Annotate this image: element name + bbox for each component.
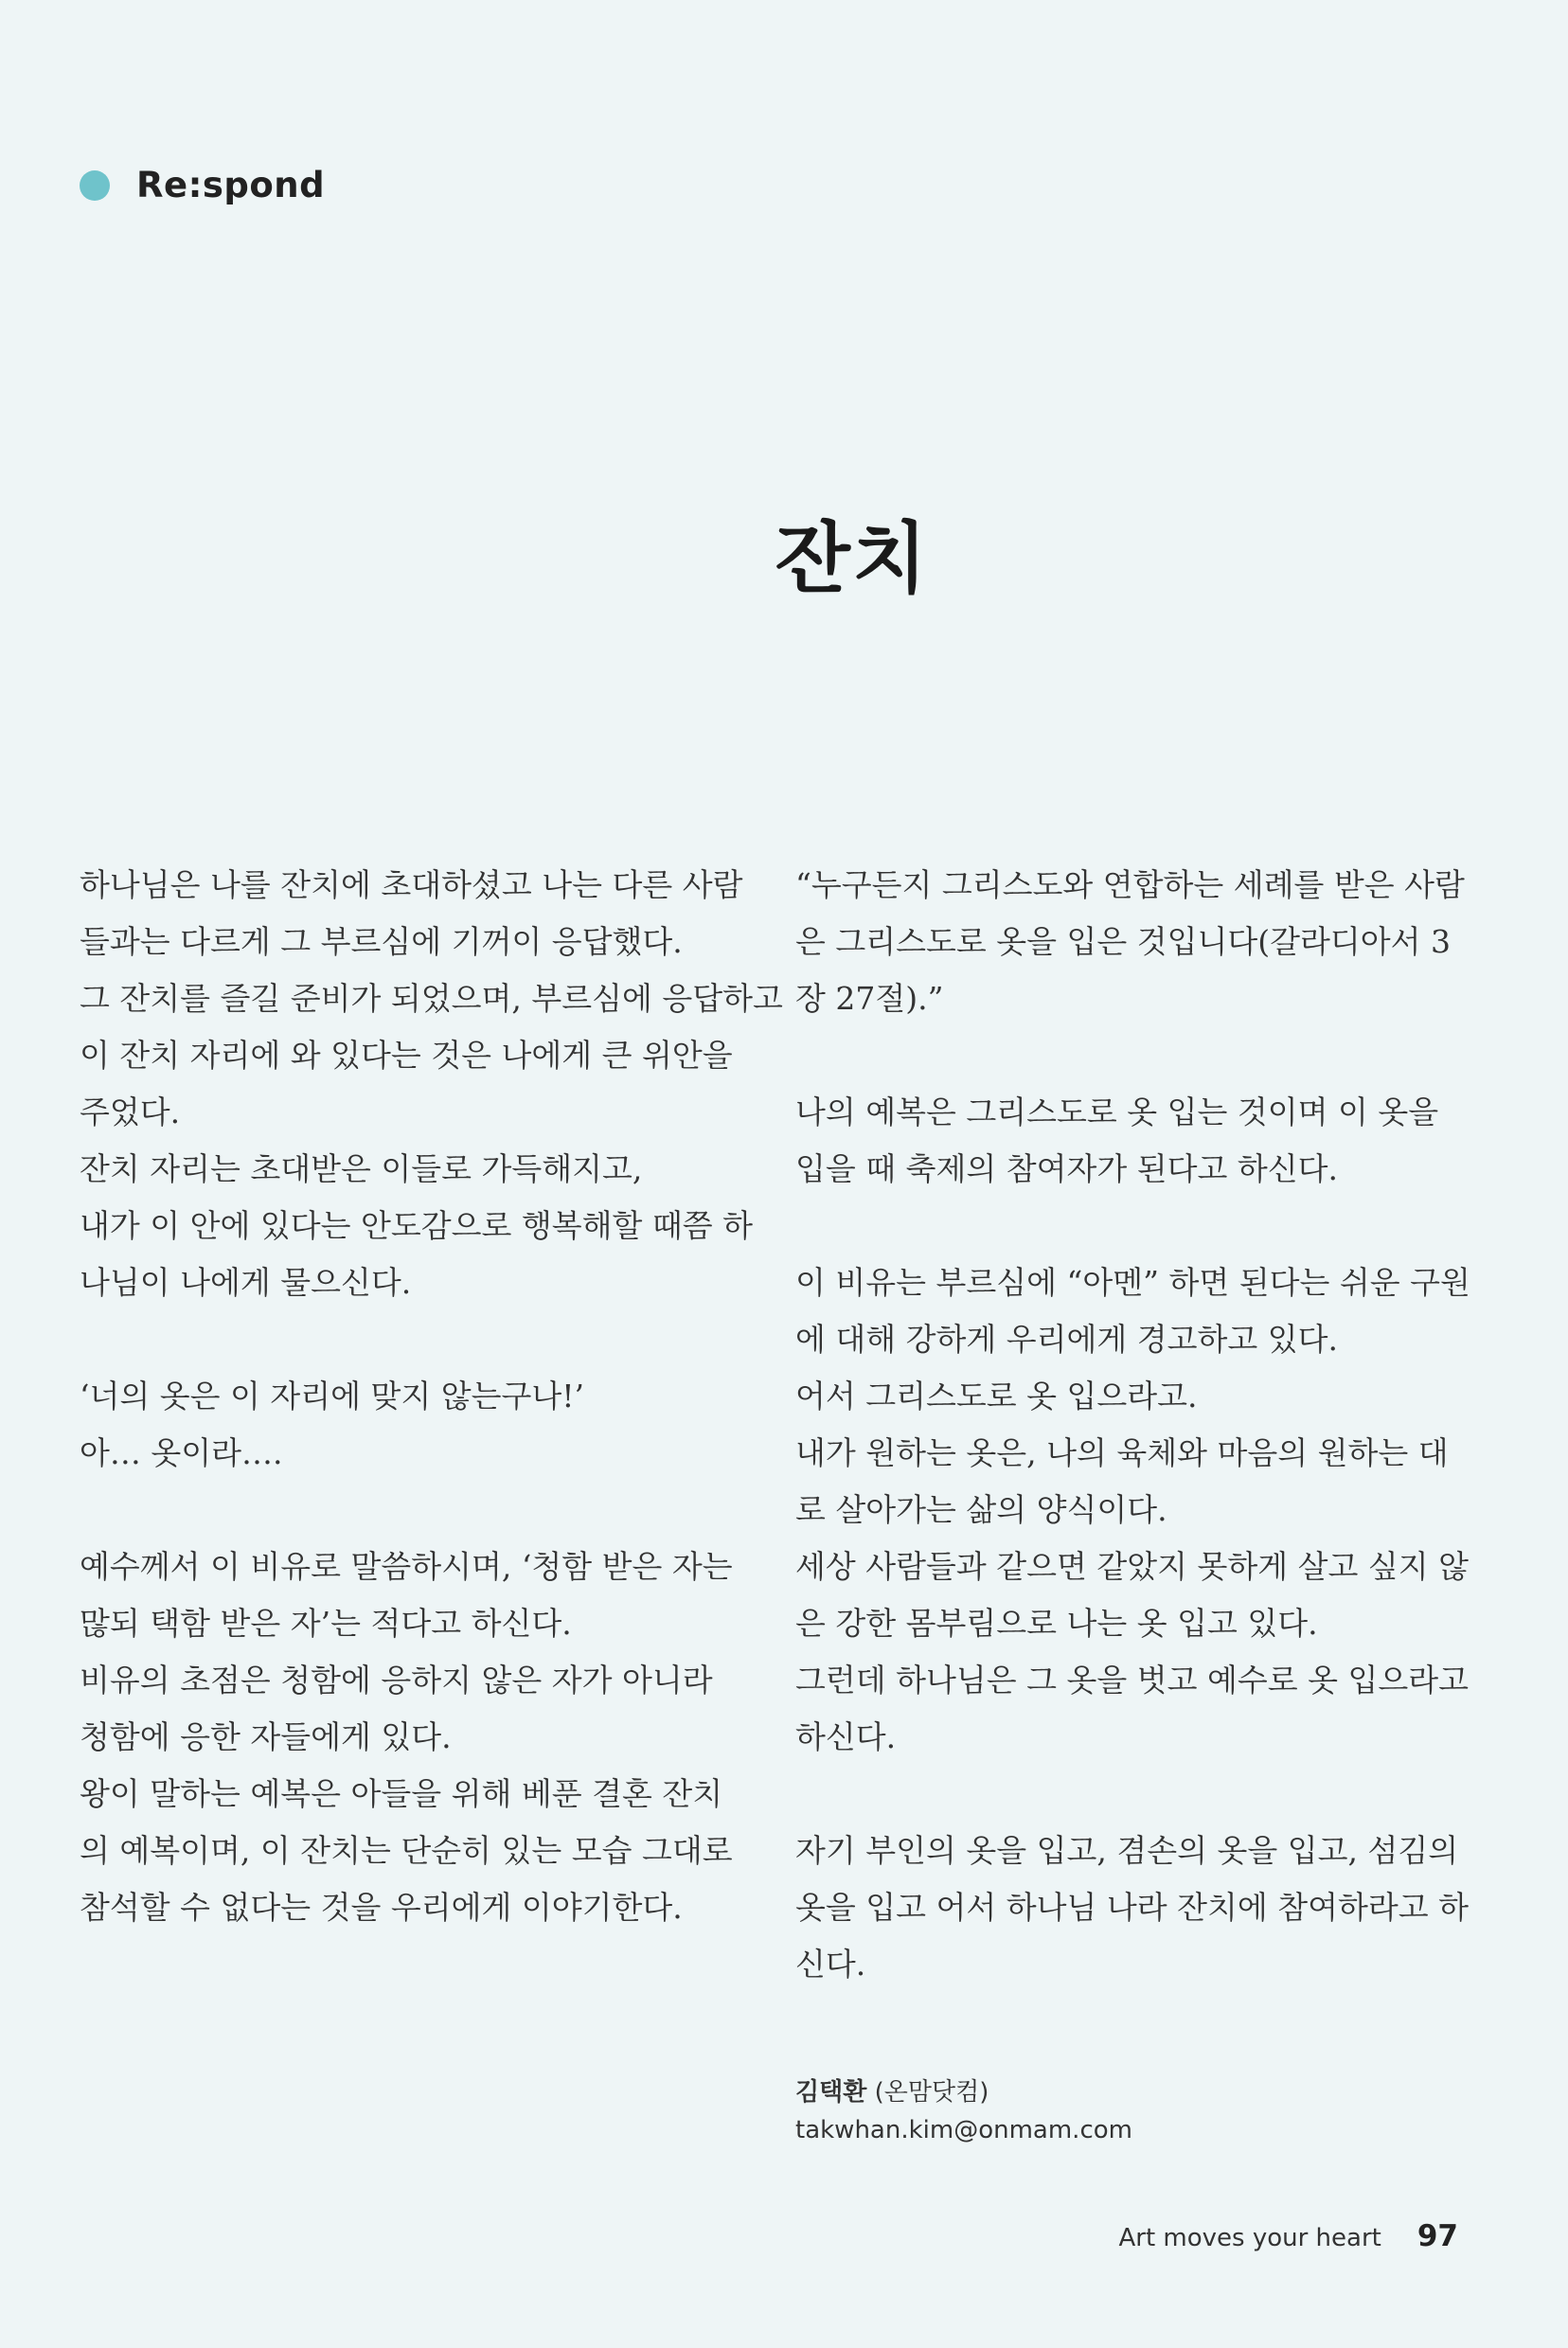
text-line: ‘너의 옷은 이 자리에 맞지 않는구나!’ (80, 1378, 584, 1414)
section-tag (80, 165, 325, 205)
text-line: 세상 사람들과 같으면 같았지 못하게 살고 싶지 않 (795, 1548, 1469, 1585)
page-number: 97 (1417, 2219, 1458, 2253)
page-footer (1118, 2219, 1458, 2253)
paragraph (795, 1823, 1469, 1993)
text-line: 들과는 다르게 그 부르심에 기꺼이 응답했다. (80, 923, 683, 960)
text-line: 하나님은 나를 잔치에 초대하셨고 나는 다른 사람 (80, 866, 743, 903)
text-line: 왕이 말하는 예복은 아들을 위해 베푼 결혼 잔치 (80, 1775, 723, 1812)
paragraph (795, 1254, 1470, 1766)
section-dot-icon (80, 170, 110, 201)
text-line: 이 잔치 자리에 와 있다는 것은 나에게 큰 위안을 (80, 1037, 733, 1074)
text-line: 입을 때 축제의 참여자가 된다고 하신다. (795, 1150, 1338, 1187)
paragraph (795, 857, 1465, 1027)
paragraph (80, 1539, 742, 1936)
text-line: 내가 이 안에 있다는 안도감으로 행복해할 때쯤 하 (80, 1207, 753, 1244)
text-line: 로 살아가는 삶의 양식이다. (795, 1491, 1167, 1528)
text-line: 주었다. (80, 1094, 181, 1130)
footer-tagline: Art moves your heart (1118, 2224, 1381, 2252)
author-line (795, 2073, 1132, 2111)
text-line: 에 대해 강하게 우리에게 경고하고 있다. (795, 1321, 1338, 1358)
text-line: 내가 원하는 옷은, 나의 육체와 마음의 원하는 대 (795, 1434, 1449, 1471)
text-line: “누구든지 그리스도와 연합하는 세례를 받은 사람 (795, 866, 1465, 903)
text-line: 잔치 자리는 초대받은 이들로 가득해지고, (80, 1150, 643, 1187)
text-line: 예수께서 이 비유로 말씀하시며, ‘청함 받은 자는 (80, 1548, 733, 1585)
text-line: 이 비유는 부르심에 “아멘” 하면 된다는 쉬운 구원 (795, 1264, 1470, 1301)
author-affiliation: (온맘닷컴) (874, 2078, 989, 2107)
text-line: 자기 부인의 옷을 입고, 겸손의 옷을 입고, 섬김의 (795, 1832, 1459, 1869)
author-name: 김택환 (795, 2078, 867, 2107)
left-column (80, 857, 783, 1993)
text-line: 청함에 응한 자들에게 있다. (80, 1718, 452, 1755)
article-title: 잔치 (775, 514, 930, 604)
text-line: 은 그리스도로 옷을 입은 것입니다(갈라디아서 3 (795, 923, 1452, 960)
text-line: 장 27절).” (795, 980, 944, 1017)
text-line: 아… 옷이라…. (80, 1434, 283, 1471)
paragraph (80, 1368, 742, 1482)
text-line: 옷을 입고 어서 하나님 나라 잔치에 참여하라고 하 (795, 1889, 1469, 1926)
text-line: 비유의 초점은 청함에 응하지 않은 자가 아니라 (80, 1662, 713, 1699)
right-column (795, 857, 1470, 2050)
text-line: 은 강한 몸부림으로 나는 옷 입고 있다. (795, 1605, 1318, 1642)
text-line: 나의 예복은 그리스도로 옷 입는 것이며 이 옷을 (795, 1094, 1439, 1130)
paragraph (80, 857, 783, 1311)
author-email: takwhan.kim@onmam.com (795, 2116, 1132, 2144)
text-line: 의 예복이며, 이 잔치는 단순히 있는 모습 그대로 (80, 1832, 733, 1869)
section-label: Re:spond (136, 165, 326, 205)
text-line: 하신다. (795, 1718, 897, 1755)
text-line: 많되 택함 받은 자’는 적다고 하신다. (80, 1605, 572, 1642)
text-line: 그런데 하나님은 그 옷을 벗고 예수로 옷 입으라고 (795, 1662, 1469, 1699)
author-block (795, 2073, 1132, 2149)
text-line: 신다. (795, 1946, 866, 1983)
paragraph (795, 1084, 1458, 1198)
text-line: 나님이 나에게 물으신다. (80, 1264, 412, 1301)
text-line: 어서 그리스도로 옷 입으라고. (795, 1378, 1198, 1414)
text-line: 그 잔치를 즐길 준비가 되었으며, 부르심에 응답하고 (80, 980, 783, 1017)
text-line: 참석할 수 없다는 것을 우리에게 이야기한다. (80, 1889, 683, 1926)
